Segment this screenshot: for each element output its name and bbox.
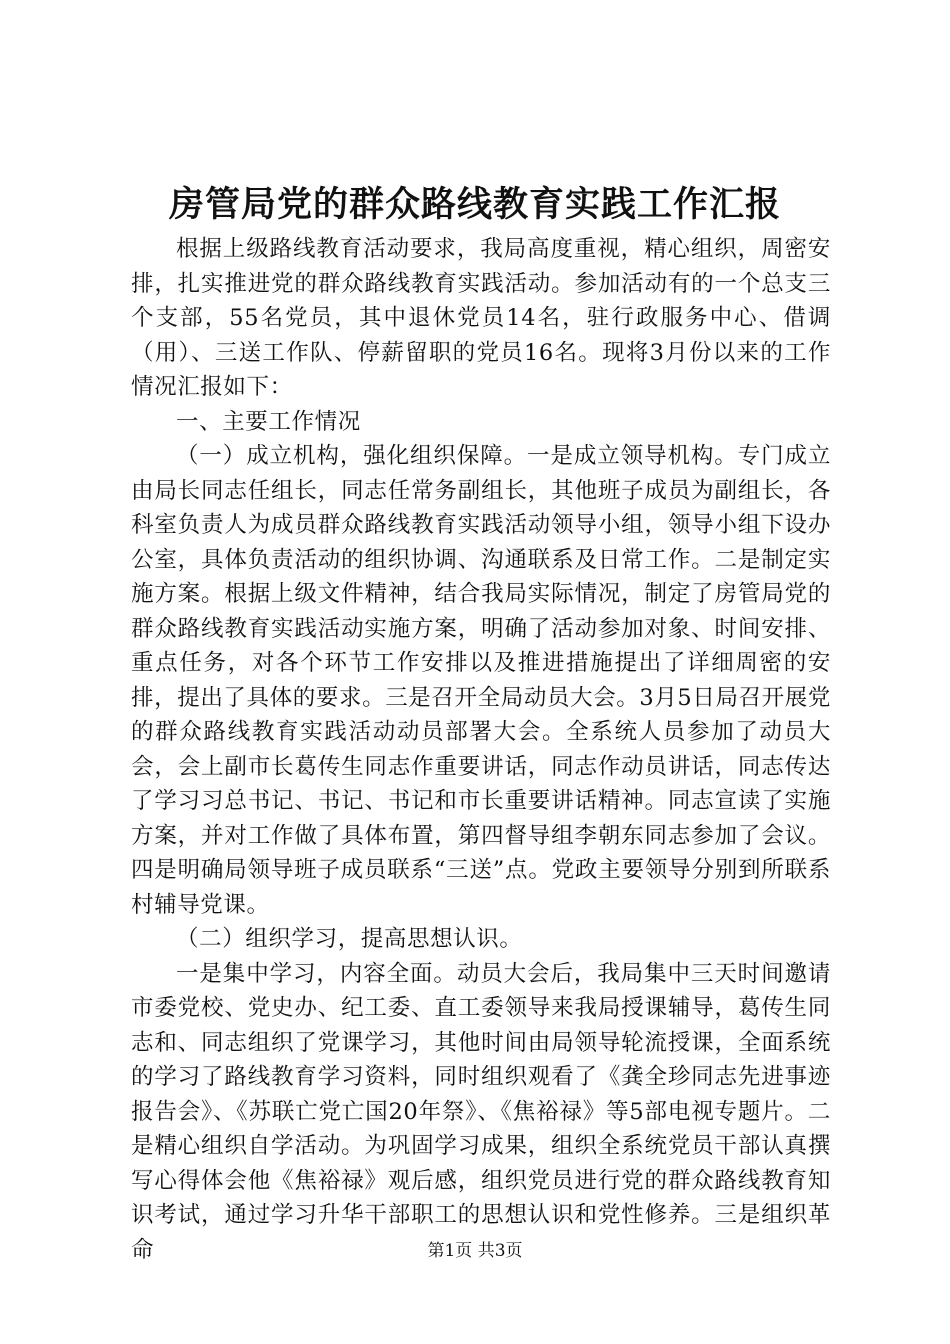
document-body (131, 232, 831, 1267)
paragraph-centralized-study: 一是集中学习，内容全面。动员大会后，我局集中三天时间邀请市委党校、党史办、纪工委、直工委领导来我局授课辅导，葛传生同志和、同志组织了党课学习，其他时间由局领导轮流授课，全面系统的学习了路线教育学习资料，同时组织观看了《龚全珍同志先进事迹报告会》、《苏联亡党亡国20年祭》、《焦裕禄》等5部电视专题片。二是精心组织自学活动。为巩固学习成果，组织全系统党员干部认真撰写心得体会他《焦裕禄》观后感，组织党员进行党的群众路线教育知识考试，通过学习升华干部职工的思想认识和党性修养。三是组织革命 (131, 960, 831, 1263)
intro-paragraph: 根据上级路线教育活动要求，我局高度重视，精心组织，周密安排，扎实推进党的群众路线教育实践活动。参加活动有的一个总支三个支部，55名党员，其中退休党员14名，驻行政服务中心、借调（用）、三送工作队、停薪留职的党员16名。现将3月份以来的工作情况汇报如下： (131, 236, 831, 400)
paragraph-establish-organization: （一）成立机构，强化组织保障。一是成立领导机构。专门成立由局长同志任组长，同志任常务副组长，其他班子成员为副组长，各科室负责人为成员群众路线教育实践活动领导小组，领导小组下设办公室，具体负责活动的组织协调、沟通联系及日常工作。二是制定实施方案。根据上级文件精神，结合我局实际情况，制定了房管局党的群众路线教育实践活动实施方案，明确了活动参加对象、时间安排、重点任务，对各个环节工作安排以及推进措施提出了详细周密的安排，提出了具体的要求。三是召开全局动员大会。3月5日局召开展党的群众路线教育实践活动动员部署大会。全系统人员参加了动员大会，会上副市长葛传生同志作重要讲话，同志作动员讲话，同志传达了学习习总书记、书记、书记和市长重要讲话精神。同志宣读了实施方案，并对工作做了具体布置，第四督导组李朝东同志参加了会议。四是明确局领导班子成员联系“三送”点。党政主要领导分别到所联系村辅导党课。 (131, 443, 831, 918)
page-number-footer: 第1页 共3页 (427, 1241, 523, 1261)
subheading-organize-study: （二）组织学习，提高思想认识。 (176, 926, 523, 952)
document-title: 房管局党的群众路线教育实践工作汇报 (168, 184, 781, 225)
section-heading-main-work: 一、主要工作情况 (176, 408, 361, 435)
